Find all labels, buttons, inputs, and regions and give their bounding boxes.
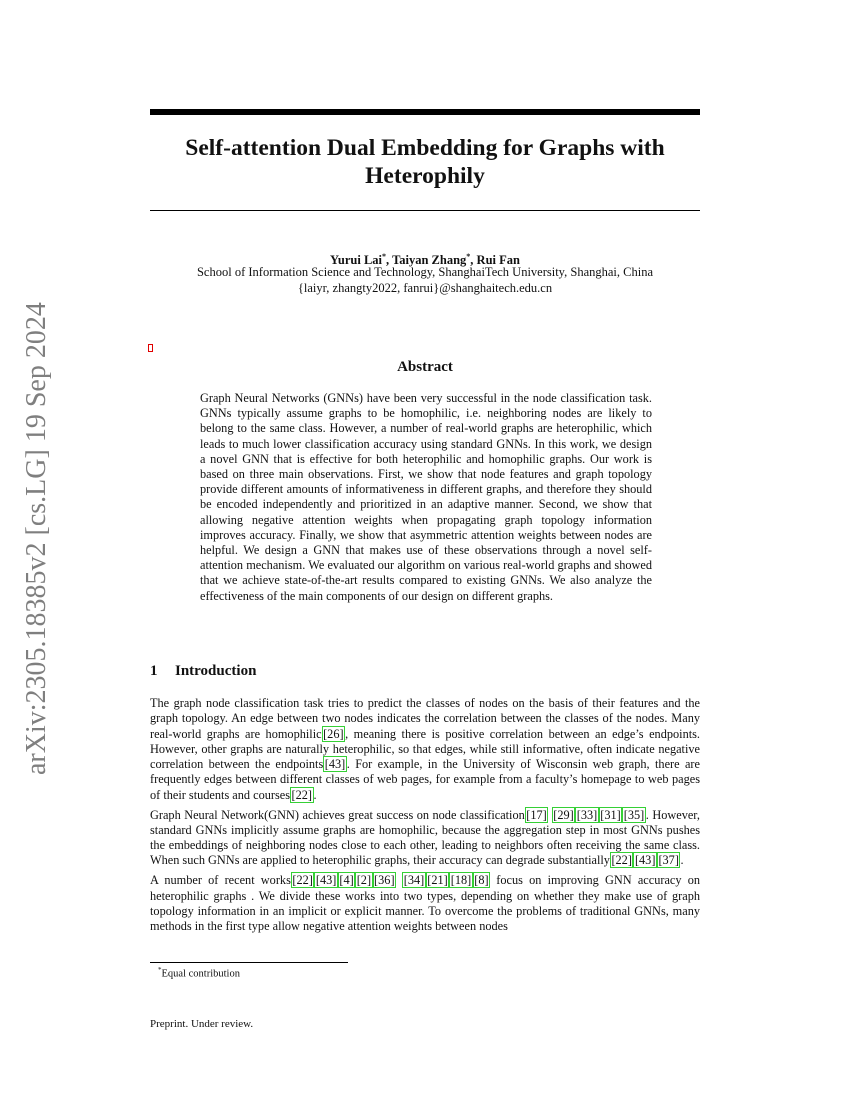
- citation-link[interactable]: [2]: [356, 873, 372, 888]
- citation-link[interactable]: [18]: [450, 873, 472, 888]
- citation-link[interactable]: [31]: [600, 807, 621, 822]
- citation-link[interactable]: [37]: [658, 853, 679, 868]
- author-1: Yurui Lai: [330, 253, 383, 268]
- preprint-notice: Preprint. Under review.: [150, 1018, 254, 1030]
- citation-link[interactable]: [29]: [553, 807, 574, 822]
- section-title: Introduction: [175, 663, 257, 679]
- citation-link[interactable]: [21]: [427, 873, 448, 888]
- section-number: 1: [150, 663, 158, 679]
- equal-contrib-mark: *: [466, 252, 471, 261]
- section-heading: [150, 661, 256, 681]
- text-run: , meaning there is positive correlation between an edge’s endpoints. However, other graphs are naturally heterophilic, so that edges, while still informative, often indicate negative correlation between the endpoints: [150, 726, 700, 772]
- footnote: [158, 964, 240, 981]
- text-run: The graph node classification task tries to predict the classes of nodes on the basis of their features and the graph topology. An edge between two nodes indicates the correlation between the classes of the nodes. Many real-world graphs are homophilic: [150, 696, 700, 741]
- paragraph: [150, 808, 700, 869]
- text-run: .: [313, 787, 317, 802]
- paragraph: [150, 696, 700, 803]
- arxiv-stamp: arXiv:2305.18385v2 [cs.LG] 19 Sep 2024: [21, 302, 52, 775]
- citation-link[interactable]: [43]: [324, 757, 346, 772]
- title-bottom-rule: [150, 210, 700, 211]
- abstract-heading: Abstract: [397, 359, 453, 375]
- citation-link[interactable]: [43]: [634, 853, 656, 868]
- author-list: Yurui Lai*, Taiyan Zhang*, Rui Fan: [330, 252, 520, 268]
- citation-link[interactable]: [22]: [292, 873, 313, 888]
- title-top-rule: [150, 109, 700, 115]
- text-run: .: [680, 853, 684, 868]
- citation-link[interactable]: [35]: [623, 807, 645, 822]
- paper-title: Self-attention Dual Embedding for Graphs with Heterophily: [185, 135, 665, 189]
- citation-link[interactable]: [26]: [323, 726, 344, 741]
- footnote-text: Equal contribution: [161, 968, 240, 980]
- abstract-text: Graph Neural Networks (GNNs) have been very successful in the node classification task. GNNs typically assume graphs to be homophilic, i.e. neighboring nodes are likely to belong to the same class. However, a number of real-world graphs are heterophilic, which leads to much lower classification accuracy using standard GNNs. In this work, we design a novel GNN that is effective for both heterophilic and homophilic graphs. Our work is based on three main observations. First, we show that node features and graph topology provide different amounts of informativeness in different graphs, and therefore they should be encoded independently and prioritized in an adaptive manner. Second, we show that allowing negative attention weights when propagating graph topology information improves accuracy. Finally, we show that asymmetric attention weights between nodes are helpful. We design a GNN that makes use of these observations through a novel self-attention mechanism. We evaluated our algorithm on various real-world graphs and showed that we achieve state-of-the-art results compared to existing GNNs. We also analyze the effectiveness of the main components of our design on different graphs.: [200, 391, 652, 603]
- text-run: A number of recent works: [150, 873, 291, 888]
- citation-link[interactable]: [17]: [526, 807, 547, 822]
- citation-link[interactable]: [4]: [339, 873, 354, 888]
- text-run: Graph Neural Network(GNN) achieves great success on node classification: [150, 807, 525, 822]
- affiliation-block: [120, 265, 730, 296]
- citation-link[interactable]: [36]: [374, 873, 395, 888]
- text-run: . However, standard GNNs implicitly assume graphs are homophilic, because the aggregation step in most GNNs pushes the embeddings of neighboring nodes close to each other, leading to neighbors often receiving the same class. When such GNNs are applied to heterophilic graphs, their accuracy can degrade substantially: [150, 807, 700, 868]
- citation-link[interactable]: [8]: [474, 873, 489, 888]
- text-run: . For example, in the University of Wisconsin web graph, there are frequently edges between different classes of web pages, for example from a faculty’s homepage to web pages of their students and courses: [150, 757, 700, 802]
- author-2: Taiyan Zhang: [392, 253, 467, 268]
- citation-link[interactable]: [22]: [611, 853, 632, 868]
- footnote-mark: *: [158, 966, 162, 974]
- citation-link[interactable]: [33]: [576, 807, 598, 822]
- citation-link[interactable]: [34]: [403, 873, 425, 888]
- paragraph: [150, 873, 700, 934]
- text-run: focus on improving GNN accuracy on heterophilic graphs . We divide these works into two types, depending on whether they make use of graph topology information in an implicit or explicit manner. To overcome the problems of traditional GNNs, many methods in the first type allow negative attention weights between nodes: [150, 873, 701, 934]
- equal-contrib-mark: *: [382, 252, 387, 261]
- affiliation: School of Information Science and Technology, ShanghaiTech University, Shanghai, China: [196, 265, 654, 279]
- link-marker[interactable]: [148, 344, 153, 352]
- author-emails[interactable]: {laiyr, zhangty2022, fanrui}@shanghaitech.edu.cn: [297, 280, 553, 295]
- introduction-body: [150, 696, 700, 939]
- author-3: Rui Fan: [476, 253, 520, 268]
- citation-link[interactable]: [22]: [291, 787, 313, 802]
- footnote-rule: [150, 962, 348, 963]
- citation-link[interactable]: [43]: [315, 873, 337, 888]
